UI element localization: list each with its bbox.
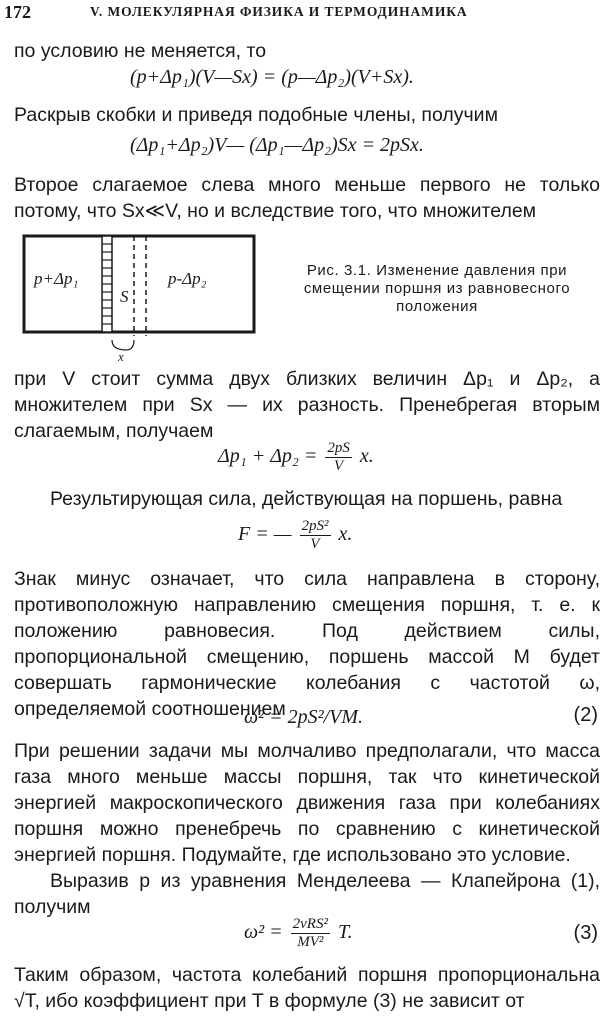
- piston-area-label: S: [120, 287, 129, 306]
- equation-6-number: (3): [573, 922, 598, 944]
- paragraph-1: по условию не меняется, то: [14, 40, 267, 62]
- piston-figure: [22, 232, 258, 362]
- equation-3-lhs: Δp₁ + Δp₂ =: [218, 445, 318, 468]
- paragraph-7: При решении задачи мы молчаливо предполагали, что масса газа много меньше массы поршня, так что кинетической энергией макроскопического движения газа при колебаниях поршня можно пренебречь по сравнению с кинетической энергией поршня. Подумайте, где использовано это условие.: [14, 740, 600, 866]
- paragraph-6: Знак минус означает, что сила направлена в сторону, противоположную направлению смещения поршня, т. е. к положению равновесия. Под действием силы, пропорциональной смещению, поршень массой M будет совершать гармонические колебания с частотой ω, определяемой соотношением: [14, 568, 600, 720]
- equation-6-lhs: ω² =: [244, 921, 283, 944]
- equation-3: [218, 440, 374, 475]
- running-head: V. МОЛЕКУЛЯРНАЯ ФИЗИКА И ТЕРМОДИНАМИКА: [90, 4, 468, 19]
- right-pressure-label: p-Δp₂: [168, 269, 207, 288]
- paragraph-9: Таким образом, частота колебаний поршня пропорциональна √T, ибо коэффициент при T в формуле (3) не зависит от: [14, 964, 600, 1012]
- equation-4-denominator: V: [310, 536, 320, 552]
- equation-4: [238, 518, 352, 553]
- displacement-label: x: [118, 349, 124, 362]
- paragraph-3: Второе слагаемое слева много меньше первого не только потому, что Sx≪V, но и вследствие того, что множителем: [14, 174, 600, 222]
- paragraph-8: Выразив p из уравнения Менделеева — Клапейрона (1), получим: [14, 870, 600, 918]
- equation-3-denominator: V: [334, 458, 344, 474]
- page-header: [4, 2, 604, 26]
- equation-3-numerator: 2pS: [327, 440, 350, 456]
- equation-6-fraction: [291, 916, 330, 951]
- equation-5-number: (2): [573, 704, 598, 726]
- paragraph-2: Раскрыв скобки и приведя подобные члены, получим: [14, 104, 498, 126]
- paragraph-4: при V стоит сумма двух близких величин Δp₁ и Δp₂, а множителем при Sx — их разность. Пренебрегая вторым слагаемым, получаем: [14, 368, 600, 442]
- equation-4-numerator: 2pS²: [301, 518, 329, 534]
- equation-1: (p+Δp₁)(V—Sx) = (p—Δp₂)(V+Sx).: [130, 66, 414, 88]
- equation-6-denominator: MV²: [297, 934, 324, 950]
- equation-5: ω² = 2pS²/VM.: [244, 706, 364, 728]
- equation-6-numerator: 2νRS²: [292, 916, 328, 932]
- paragraph-5: Результирующая сила, действующая на поршень, равна: [50, 488, 563, 510]
- equation-4-fraction: [300, 518, 331, 553]
- left-pressure-label: p+Δp₁: [34, 269, 79, 288]
- equation-6: [244, 916, 353, 951]
- equation-6-tail: T.: [337, 921, 353, 944]
- equation-3-tail: x.: [359, 445, 374, 468]
- equation-4-lhs: F = —: [238, 523, 292, 546]
- equation-4-tail: x.: [338, 523, 353, 546]
- equation-2: (Δp₁+Δp₂)V— (Δp₁—Δp₂)Sx = 2pSx.: [130, 134, 424, 156]
- figure-caption: Рис. 3.1. Изменение давления при смещении поршня из равновесного положения: [303, 262, 571, 315]
- equation-3-fraction: [325, 440, 352, 475]
- page-number: 172: [4, 2, 31, 22]
